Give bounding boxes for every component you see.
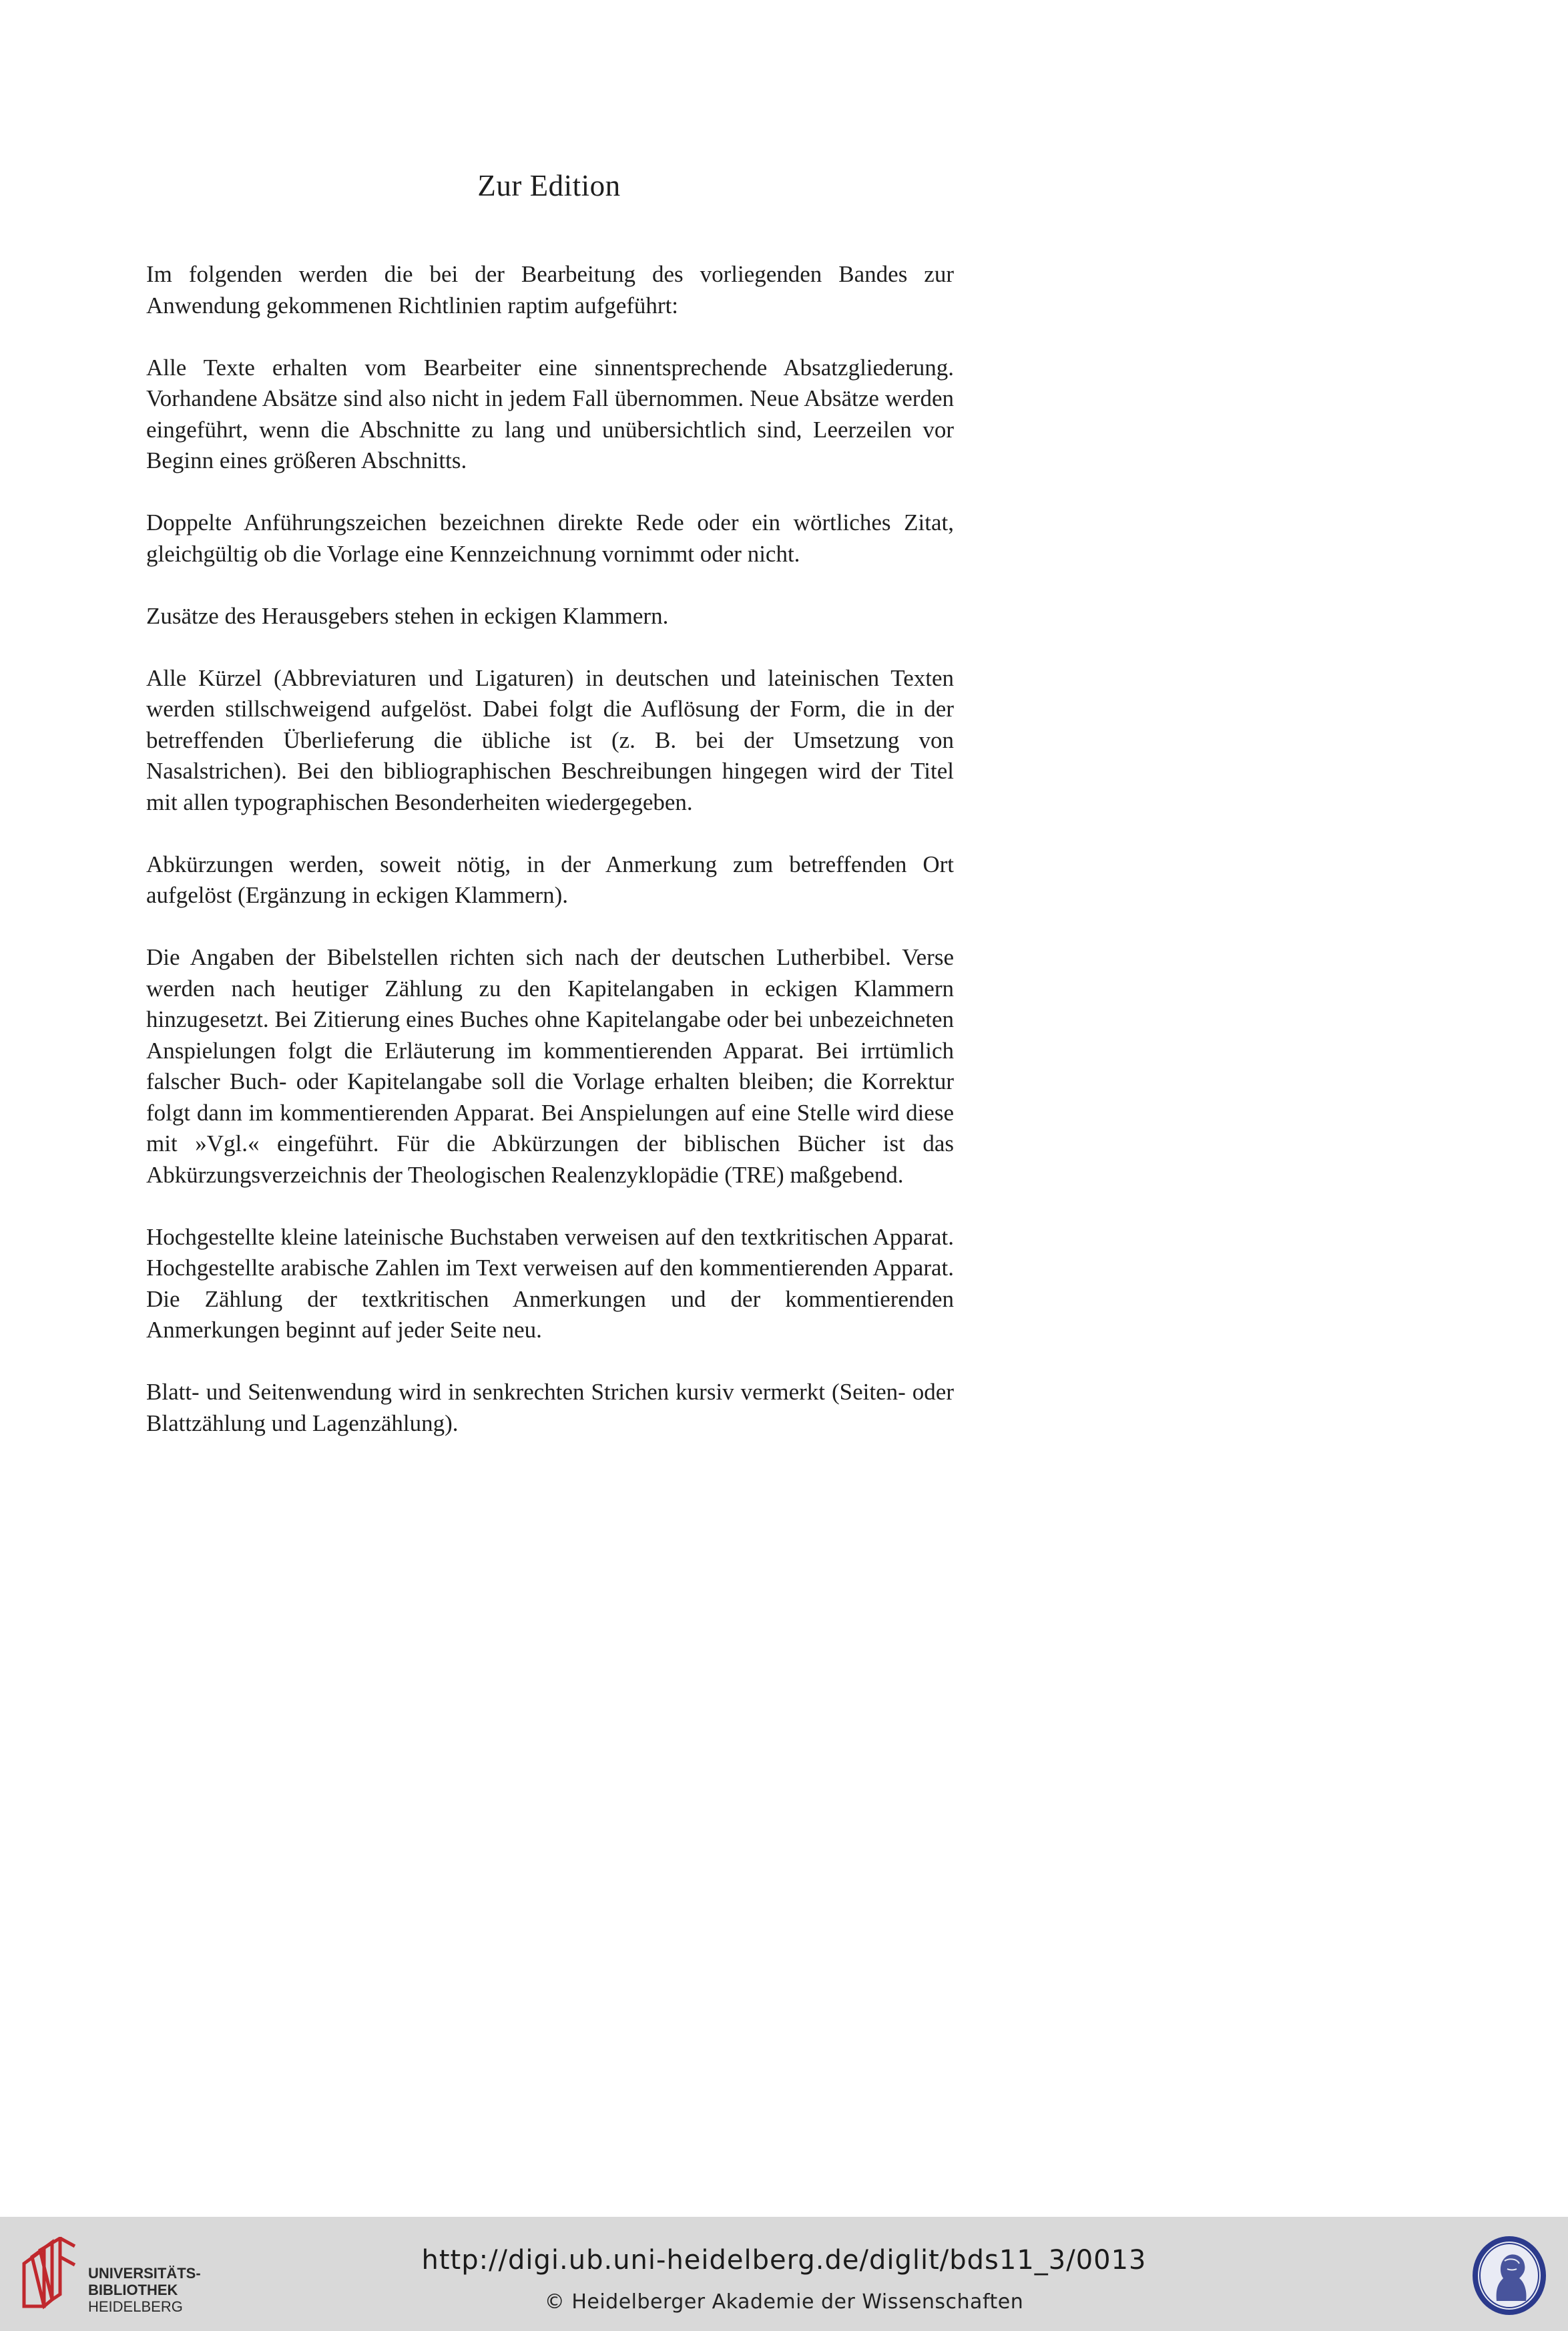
- copyright-notice: © Heidelberger Akademie der Wissenschaften: [544, 2290, 1024, 2314]
- paragraph-intro: Im folgenden werden die bei der Bearbeitung des vorliegenden Bandes zur Anwendung gekommenen Richtlinien raptim aufgeführt:: [146, 261, 954, 319]
- viewer-footer-bar: [0, 2217, 1568, 2331]
- paragraph-bibelstellen: Die Angaben der Bibelstellen richten sich nach der deutschen Lutherbibel. Verse werden nach heutiger Zählung zu den Kapitelangaben in eckigen Klammern hinzugesetzt. Bei Zitierung eines Buches ohne Kapitelangabe oder bei unbezeichneten Anspielungen folgt die Erläuterung im kommentierenden Apparat. Bei irrtümlich falscher Buch- oder Kapitelangabe soll die Vorlage erhalten bleiben; die Korrektur folgt dann im kommentierenden Apparat. Bei Anspielungen auf eine Stelle wird diese mit »Vgl.« eingeführt. Für die Abkürzungen der biblischen Bücher ist das Abkürzungsverzeichnis der Theologischen Realenzyklopädie (TRE) maßgebend.: [146, 944, 954, 1188]
- document-body: [146, 259, 954, 1470]
- paragraph-anfuehrungszeichen: Doppelte Anführungszeichen bezeichnen direkte Rede oder ein wörtliches Zitat, gleichgültig ob die Vorlage eine Kennzeichnung vornimmt oder nicht.: [146, 509, 954, 567]
- paragraph-absatzgliederung: Alle Texte erhalten vom Bearbeiter eine sinnentsprechende Absatzgliederung. Vorhandene Absätze sind also nicht in jedem Fall übernommen. Neue Absätze werden eingeführt, wenn die Abschnitte zu lang und unübersichtlich sind, Leerzeilen vor Beginn eines größeren Abschnitts.: [146, 354, 954, 473]
- paragraph-abkuerzungen: Abkürzungen werden, soweit nötig, in der Anmerkung zum betreffenden Ort aufgelöst (Ergänzung in eckigen Klammern).: [146, 851, 954, 908]
- paragraph-kuerzel: Alle Kürzel (Abbreviaturen und Ligaturen) in deutschen und lateinischen Texten werden stillschweigend aufgelöst. Dabei folgt die Auflösung der Form, die in der betreffenden Überlieferung die übliche ist (z. B. bei der Umsetzung von Nasalstrichen). Bei den bibliographischen Beschreibungen hingegen wird der Titel mit allen typographischen Besonderheiten wiedergegeben.: [146, 664, 954, 815]
- academy-seal-icon[interactable]: [1470, 2234, 1549, 2317]
- page-title: Zur Edition: [477, 169, 621, 202]
- library-name-line-3: HEIDELBERG: [88, 2298, 183, 2315]
- library-name-line-1: UNIVERSITÄTS-: [88, 2265, 201, 2282]
- paragraph-zusaetze: Zusätze des Herausgebers stehen in eckigen Klammern.: [146, 602, 669, 629]
- permalink-url[interactable]: http://digi.ub.uni-heidelberg.de/diglit/bds11_3/0013: [421, 2245, 1147, 2276]
- paragraph-hochgestellte: Hochgestellte kleine lateinische Buchstaben verweisen auf den textkritischen Apparat. Hochgestellte arabische Zahlen im Text verweisen auf den kommentierenden Apparat. Die Zählung der textkritischen Anmerkungen und der kommentierenden Anmerkungen beginnt auf jeder Seite neu.: [146, 1223, 954, 1343]
- library-name-line-2: BIBLIOTHEK: [88, 2282, 178, 2298]
- paragraph-blattwendung: Blatt- und Seitenwendung wird in senkrechten Strichen kursiv vermerkt (Seiten- oder Blattzählung und Lagenzählung).: [146, 1379, 954, 1436]
